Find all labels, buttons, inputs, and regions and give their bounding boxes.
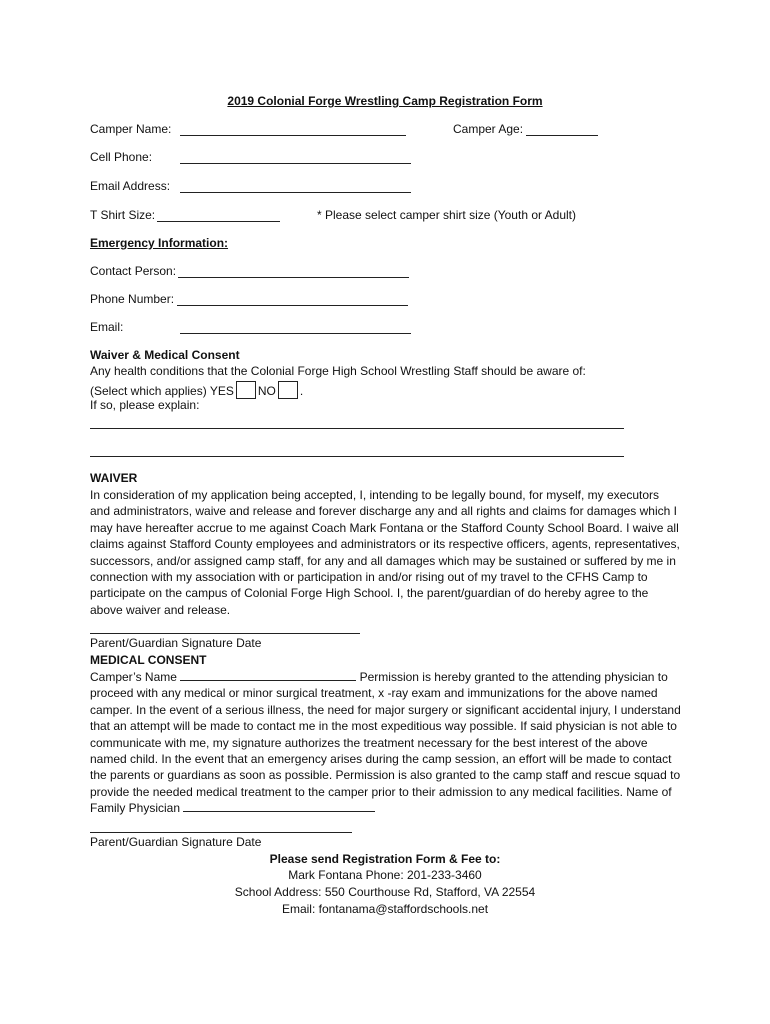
emergency-email-label: Email:	[90, 320, 124, 334]
waiver-text: In consideration of my application being accepted, I, intending to be legally bound, for myself, my executors and administrators, waive and release and forever discharge any and all rights and claims for damages which I may have hereafter accrue to me against Coach Mark Fontana or the Stafford County School Board. I waive all claims against Stafford County employees and administrators or its respective officers, agents, representatives, successors, and/or assigned camp staff, for any and all damages which may be sustained or suffered by me in connection with my association with or participation in and/or rising out of my travel to the CFHS Camp to participate on the campus of Colonial Forge High School. I, the parent/guardian of do hereby agree to the above waiver and release.	[90, 488, 680, 617]
select-no-label: NO	[257, 384, 276, 398]
medical-consent-heading: MEDICAL CONSENT	[90, 653, 207, 667]
yes-checkbox[interactable]	[236, 381, 256, 399]
explain-label: If so, please explain:	[90, 398, 200, 412]
email-address-label: Email Address:	[90, 179, 171, 193]
select-yes-label: (Select which applies) YES	[90, 384, 234, 398]
medical-consent-text	[90, 669, 682, 817]
health-question: Any health conditions that the Colonial Forge High School Wrestling Staff should be aware of:	[90, 364, 586, 378]
camper-age-label: Camper Age:	[453, 122, 524, 136]
contact-person-label: Contact Person:	[90, 264, 177, 278]
no-checkbox[interactable]	[278, 381, 298, 399]
family-physician-field[interactable]	[183, 800, 375, 812]
waiver-signature-line[interactable]	[90, 633, 360, 634]
tshirt-size-label: T Shirt Size:	[90, 208, 156, 222]
emergency-heading: Emergency Information:	[90, 236, 229, 250]
medical-signature-line[interactable]	[90, 832, 352, 833]
tshirt-size-note: * Please select camper shirt size (Youth or Adult)	[317, 208, 577, 222]
phone-number-field[interactable]	[177, 305, 408, 306]
emergency-email-field[interactable]	[180, 333, 411, 334]
cell-phone-field[interactable]	[180, 163, 411, 164]
campers-name-field[interactable]	[180, 669, 356, 681]
contact-email: Email: fontanama@staffordschools.net	[281, 902, 489, 916]
camper-name-label: Camper Name:	[90, 122, 172, 136]
form-title: 2019 Colonial Forge Wrestling Camp Registration Form	[227, 94, 543, 108]
select-applies-row	[90, 381, 303, 399]
waiver-signature-label: Parent/Guardian Signature Date	[90, 636, 262, 650]
email-address-field[interactable]	[180, 192, 411, 193]
cell-phone-label: Cell Phone:	[90, 150, 153, 164]
contact-name-phone: Mark Fontana Phone: 201-233-3460	[288, 868, 482, 882]
waiver-heading: WAIVER	[90, 471, 138, 485]
camper-age-field[interactable]	[526, 135, 598, 136]
contact-person-field[interactable]	[178, 277, 409, 278]
send-to-heading: Please send Registration Form & Fee to:	[269, 852, 501, 866]
tshirt-size-field[interactable]	[157, 221, 280, 222]
waiver-medical-heading: Waiver & Medical Consent	[90, 348, 240, 362]
select-period: .	[299, 384, 304, 398]
campers-name-label: Camper’s Name	[90, 670, 177, 684]
camper-name-field[interactable]	[180, 135, 406, 136]
medical-signature-label: Parent/Guardian Signature Date	[90, 835, 262, 849]
explain-line-1[interactable]	[90, 428, 624, 429]
medical-consent-body: Permission is hereby granted to the attending physician to proceed with any medical or minor surgical treatment, x -ray exam and immunizations for the above named camper. In the event of a serious illness, the need for major surgery or significant accidental injury, I understand that an attempt will be made to contact me in the most expeditious way possible. If said physician is not able to communicate with me, my signature authorizes the treatment necessary for the best interest of the above named child. In the event that an emergency arises during the camp session, an effort will be made to contact the parents or guardians as soon as possible. Permission is also granted to the camp staff and rescue squad to provide the needed medical treatment to the camper prior to their admission to any medical facilities. Name of Family Physician	[90, 670, 681, 816]
explain-line-2[interactable]	[90, 456, 624, 457]
school-address: School Address: 550 Courthouse Rd, Stafford, VA 22554	[234, 885, 536, 899]
phone-number-label: Phone Number:	[90, 292, 175, 306]
